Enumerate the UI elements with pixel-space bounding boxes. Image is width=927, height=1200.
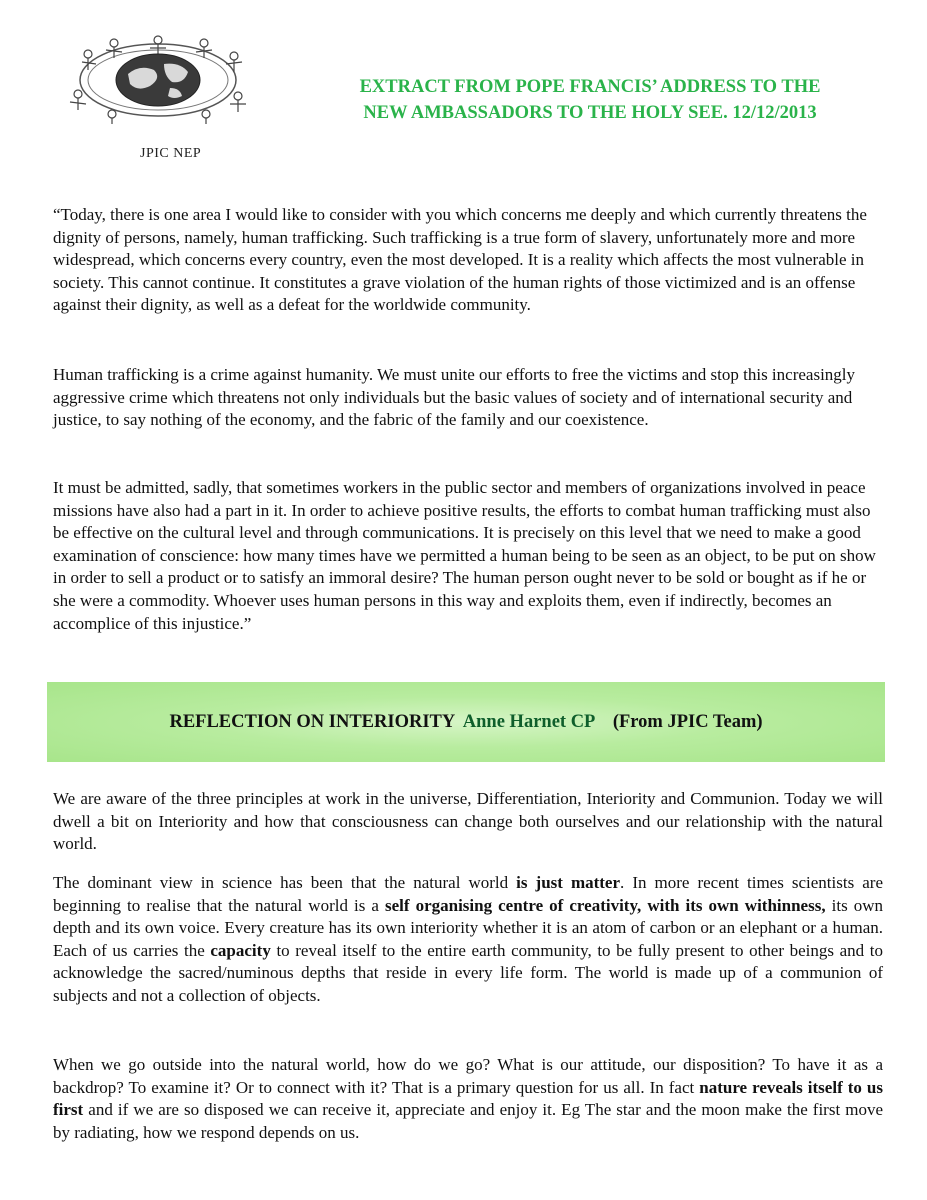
text-run: When we go outside into the natural world, how do we go? What is our attitude, our disposition? To have it as a backdrop? To examine it? Or to connect with it? That is a primary question for us all. In fact bbox=[53, 1055, 883, 1097]
reflection-author: Anne Harnet CP bbox=[462, 712, 595, 732]
title-line-1: EXTRACT FROM POPE FRANCIS’ ADDRESS TO THE bbox=[359, 77, 821, 97]
extract-paragraph-3: It must be admitted, sadly, that sometimes workers in the public sector and members of organizations involved in peace missions have also had a part in it. In order to achieve positive results, the efforts to combat human trafficking must also be effective on the cultural level and through communications. It is precisely on this level that we need to make a good examination of conscience: how many times have we permitted a human being to be seen as an object, to be put on show in order to sell a product or to satisfy an immoral desire? The human person ought never to be sold or bought as if he or she were a commodity. Whoever uses human persons in this way and exploits them, even if indirectly, becomes an accomplice of this injustice.” bbox=[53, 478, 876, 633]
text-run: The dominant view in science has been that the natural world bbox=[53, 873, 517, 892]
logo-caption: JPIC NEP bbox=[140, 146, 202, 161]
reflection-paragraph-3 bbox=[53, 1054, 883, 1144]
reflection-title: REFLECTION ON INTERIORITY bbox=[169, 712, 455, 732]
reflection-paragraph-2 bbox=[53, 872, 883, 1008]
globe-with-linked-figures-icon bbox=[66, 34, 256, 124]
text-run: . In more recent times scientists are beginning to realise that the natural world is a bbox=[53, 873, 883, 915]
bold-run: capacity bbox=[210, 940, 271, 960]
text-run: its own depth and its own voice. Every creature has its own interiority whether it is an atom of carbon or an elephant or a human. Each of us carries the bbox=[53, 895, 884, 960]
reflection-paragraph-1: We are aware of the three principles at work in the universe, Differentiation, Interiority and Communion. Today we will dwell a bit on Interiority and how that consciousness can change both ourselves and our relationship with the natural world. bbox=[53, 789, 883, 854]
text-run: and if we are so disposed we can receive it, appreciate and enjoy it. Eg The star and the moon make the first move by radiating, how we respond depends on us. bbox=[53, 1100, 883, 1142]
reflection-source: (From JPIC Team) bbox=[612, 712, 763, 732]
text-run: to reveal itself to the entire earth community, to be fully present to other beings and to acknowledge the sacred/numinous depths that reside in every life form. The world is made up of a communion of subjects and not a collection of objects. bbox=[53, 940, 883, 1005]
bold-run: self organising centre of creativity, with its own withinness, bbox=[384, 895, 826, 915]
extract-paragraph-1: “Today, there is one area I would like to consider with you which concerns me deeply and which currently threatens the dignity of persons, namely, human trafficking. Such trafficking is a true form of slavery, unfortunately more and more widespread, which concerns every country, even the most developed. It is a reality which affects the most vulnerable in society. This cannot continue. It constitutes a grave violation of the human rights of those victimized and is an offense against their dignity, as well as a defeat for the worldwide community. bbox=[53, 205, 867, 315]
document-title bbox=[310, 74, 870, 126]
bold-run: nature reveals itself to us first bbox=[53, 1077, 883, 1120]
reflection-heading bbox=[47, 712, 885, 733]
reflection-heading-band bbox=[47, 682, 885, 762]
extract-paragraph-2: Human trafficking is a crime against humanity. We must unite our efforts to free the victims and stop this increasingly aggressive crime which threatens not only individuals but the basic values of society and of international security and justice, to say nothing of the economy, and the fabric of the family and our coexistence. bbox=[53, 365, 856, 430]
bold-run: is just matter bbox=[516, 873, 621, 892]
title-line-2: NEW AMBASSADORS TO THE HOLY SEE. 12/12/2013 bbox=[363, 103, 817, 123]
